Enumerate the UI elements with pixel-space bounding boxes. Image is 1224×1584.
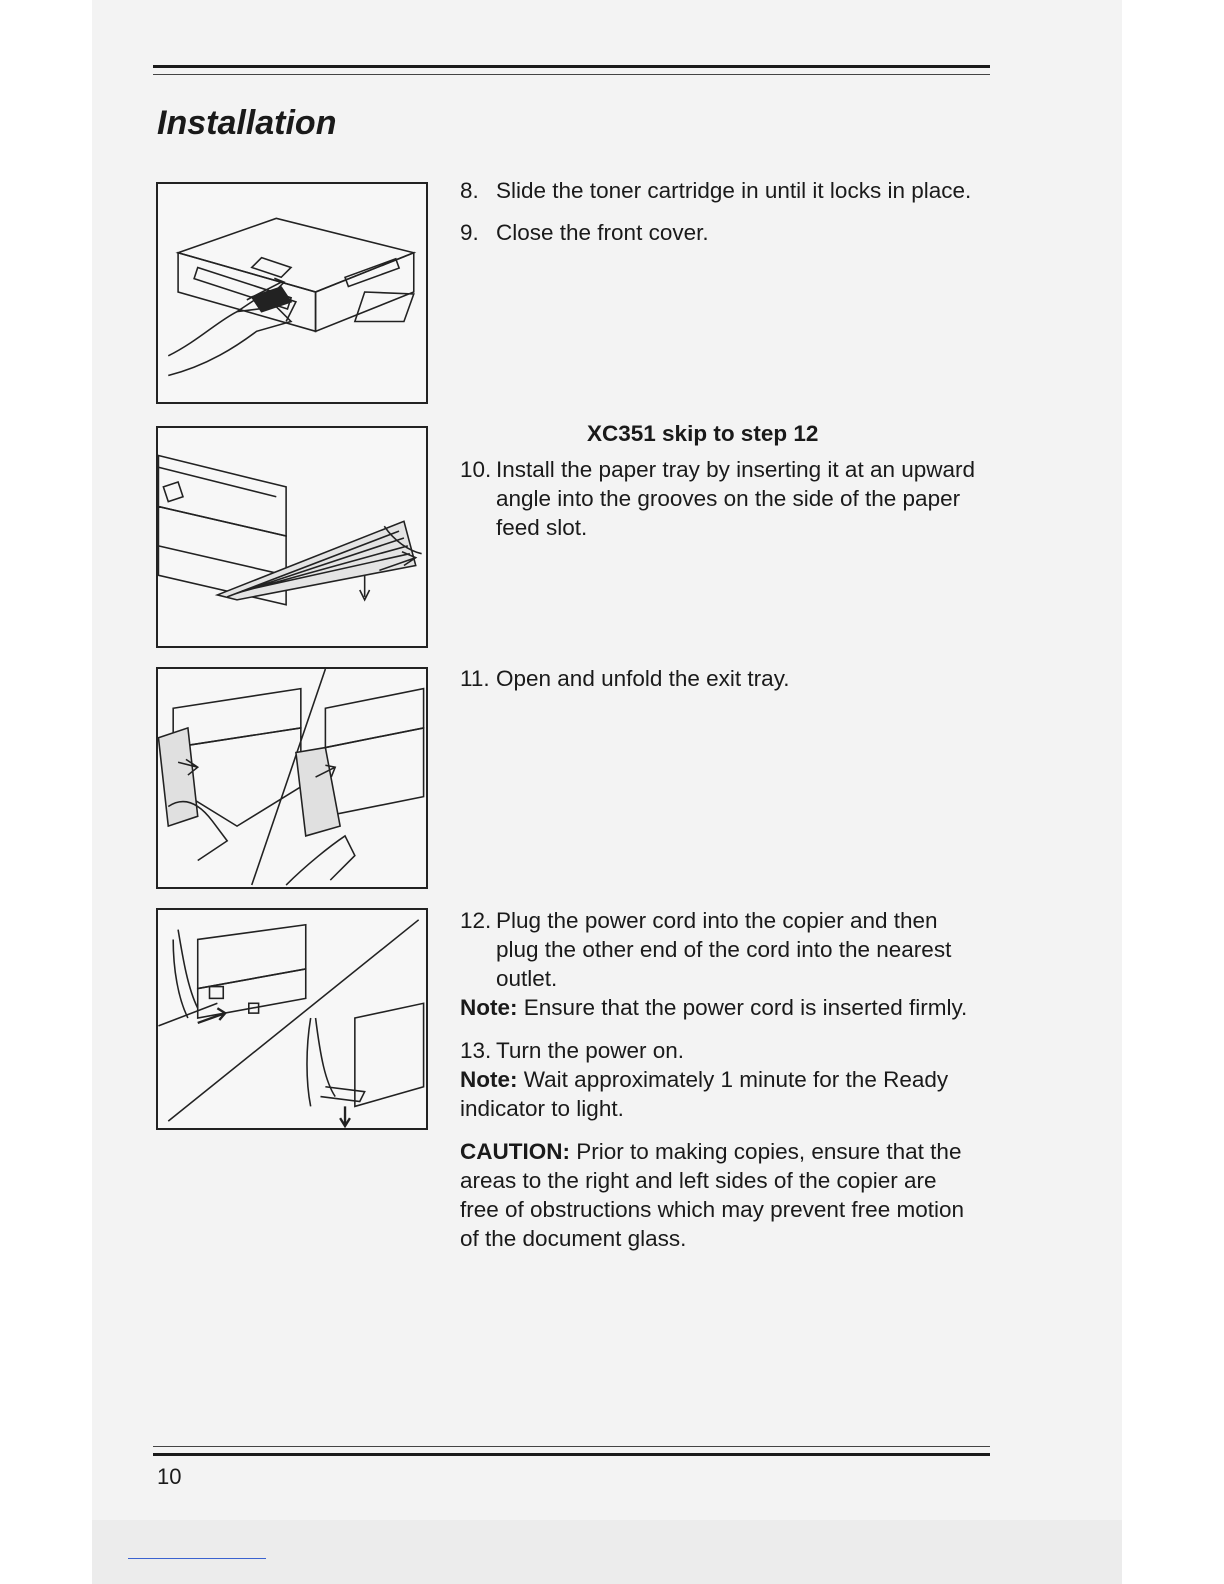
- page-number: 10: [157, 1464, 182, 1489]
- step-12: [460, 906, 980, 993]
- step-12-note-text: Ensure that the power cord is inserted firmly.: [523, 995, 968, 1020]
- step-11-block: [460, 664, 980, 706]
- step-11: [460, 664, 980, 693]
- footer-rule-thin: [153, 1446, 990, 1447]
- caution-label: CAUTION:: [460, 1139, 570, 1164]
- step-10-number: 10.: [460, 457, 492, 482]
- step-8: [460, 176, 980, 205]
- toner-cartridge-insert-illustration: [158, 184, 426, 402]
- step-10: [460, 455, 980, 542]
- figure-paper-tray: [156, 426, 428, 648]
- header-rule-thin: [153, 74, 990, 75]
- step-12-text: Plug the power cord into the copier and then plug the other end of the cord into the nearest outlet.: [496, 908, 952, 991]
- power-cord-plug-illustration: [158, 910, 426, 1128]
- step-9-text: Close the front cover.: [496, 220, 709, 245]
- steps-8-9: [460, 176, 980, 260]
- step-8-number: 8.: [460, 178, 479, 203]
- step-12-note-label: Note:: [460, 995, 518, 1020]
- figure-power-cord: [156, 908, 428, 1130]
- figure-toner-cartridge: [156, 182, 428, 404]
- step-9: [460, 218, 980, 247]
- steps-12-13: [460, 906, 980, 1253]
- step-11-number: 11.: [460, 666, 490, 691]
- step-13-note-label: Note:: [460, 1067, 518, 1092]
- footer-rule: [153, 1453, 990, 1456]
- step-13-number: 13.: [460, 1038, 492, 1063]
- header-rule: [153, 65, 990, 68]
- step-13-text: Turn the power on.: [496, 1038, 685, 1063]
- caution-text: Prior to making copies, ensure that the areas to the right and left sides of the copier are free of obstructions which may prevent free motion of the document glass.: [460, 1139, 964, 1251]
- caution-block: [460, 1137, 980, 1253]
- skip-note: XC351 skip to step 12: [587, 421, 819, 446]
- figure-exit-tray: [156, 667, 428, 889]
- step-12-note: [460, 993, 980, 1022]
- exit-tray-unfold-illustration: [158, 669, 426, 887]
- paper-tray-install-illustration: [158, 428, 426, 646]
- step-8-text: Slide the toner cartridge in until it locks in place.: [496, 178, 972, 203]
- step-13: [460, 1036, 980, 1065]
- step-13-note: [460, 1065, 980, 1123]
- section-title: Installation: [157, 104, 337, 142]
- step-10-text: Install the paper tray by inserting it at an upward angle into the grooves on the side of the paper feed slot.: [496, 457, 976, 540]
- step-9-number: 9.: [460, 220, 479, 245]
- paper-bottom-strip: [92, 1520, 1122, 1584]
- step-10-block: [460, 455, 980, 555]
- step-11-text: Open and unfold the exit tray.: [496, 666, 790, 691]
- step-12-number: 12.: [460, 908, 492, 933]
- link-underline: [128, 1558, 266, 1559]
- step-13-note-text: Wait approximately 1 minute for the Ready indicator to light.: [460, 1067, 949, 1121]
